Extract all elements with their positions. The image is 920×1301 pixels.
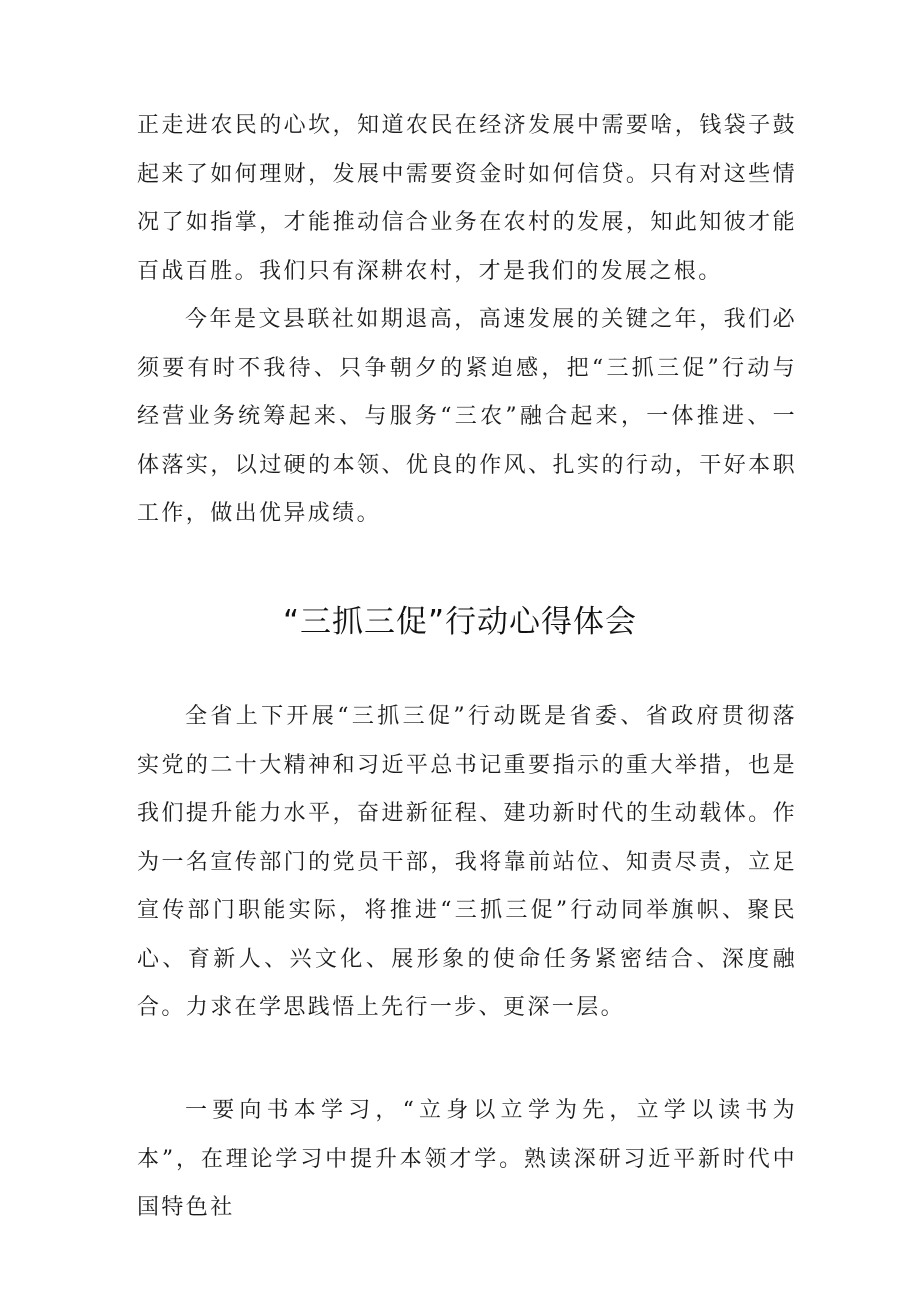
paragraph-intro: 全省上下开展“三抓三促”行动既是省委、省政府贯彻落实党的二十大精神和习近平总书记重要指示的重大举措，也是我们提升能力水平，奋进新征程、建功新时代的生动载体。作为一名宣传部门的党员干部，我将靠前站位、知责尽责，立足宣传部门职能实际，将推进“三抓三促”行动同举旗帜、聚民心、育新人、兴文化、展形象的使命任务紧密结合、深度融合。力求在学思践悟上先行一步、更深一层。 — [137, 704, 797, 1020]
paragraph-wenxian: 今年是文县联社如期退高，高速发展的关键之年，我们必须要有时不我待、只争朝夕的紧迫感，把“三抓三促”行动与经营业务统筹起来、与服务“三农”融合起来，一体推进、一体落实，以过硬的本领、优良的作风、扎实的行动，干好本职工作，做出优异成绩。 — [137, 307, 797, 526]
paragraph-continuation: 正走进农民的心坎，知道农民在经济发展中需要啥，钱袋子鼓起来了如何理财，发展中需要资金时如何信贷。只有对这些情况了如指掌，才能推动信合业务在农村的发展，知此知彼才能百战百胜。我们只有深耕农村，才是我们的发展之根。 — [137, 113, 797, 284]
paragraph-point-one: 一要向书本学习，“立身以立学为先，立学以读书为本”，在理论学习中提升本领才学。熟读深研习近平新时代中国特色社 — [137, 1098, 797, 1220]
page-title: “三抓三促”行动心得体会 — [282, 604, 638, 640]
